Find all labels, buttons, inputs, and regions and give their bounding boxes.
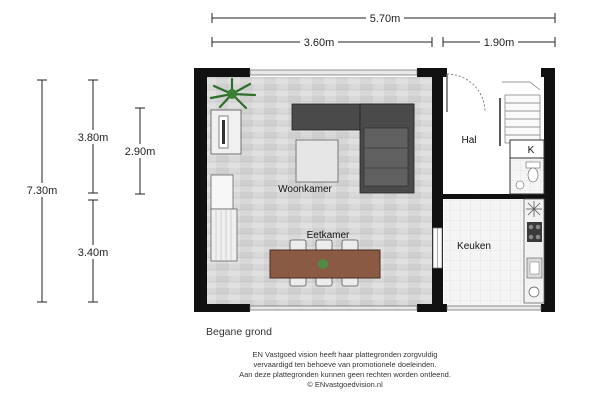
dim-living-width: 3.60m	[303, 37, 335, 49]
dim-total-width: 5.70m	[369, 13, 401, 25]
disclaimer-line: EN Vastgoed vision heeft haar plattegronden zorgvuldig	[252, 350, 438, 359]
dim-hall-width: 1.90m	[483, 37, 515, 49]
disclaimer-line: Aan deze plattegronden kunnen geen rechten worden ontleend.	[239, 370, 451, 379]
closet	[510, 140, 544, 158]
kitchen-counter	[524, 199, 544, 303]
toilet	[510, 158, 544, 194]
dim-total-depth: 7.30m	[26, 185, 58, 197]
room-label-hall: Hal	[461, 135, 477, 146]
dim-sofa-depth: 2.90m	[124, 146, 156, 158]
flower-icon	[318, 259, 328, 269]
dim-front-depth: 3.80m	[77, 132, 109, 144]
copyright: © ENvastgoedvision.nl	[307, 380, 383, 389]
side-table	[211, 175, 233, 209]
disclaimer-line: vervaardigd ten behoeve van promotionele doeleinden.	[253, 360, 437, 369]
hob-icon	[527, 222, 542, 242]
sideboard	[211, 209, 237, 261]
coffee-table	[296, 140, 338, 182]
closet-label: K	[527, 145, 535, 156]
room-label-dining: Eetkamer	[306, 230, 350, 241]
room-label-living: Woonkamer	[278, 184, 332, 195]
extractor-icon	[526, 201, 542, 217]
room-label-kitchen: Keuken	[457, 241, 491, 252]
floor-title: Begane grond	[206, 326, 272, 338]
disclaimer	[200, 350, 490, 390]
tv-cabinet	[211, 110, 241, 154]
dim-back-depth: 3.40m	[77, 247, 109, 259]
sink-icon	[527, 258, 542, 278]
bin-icon	[529, 287, 539, 297]
